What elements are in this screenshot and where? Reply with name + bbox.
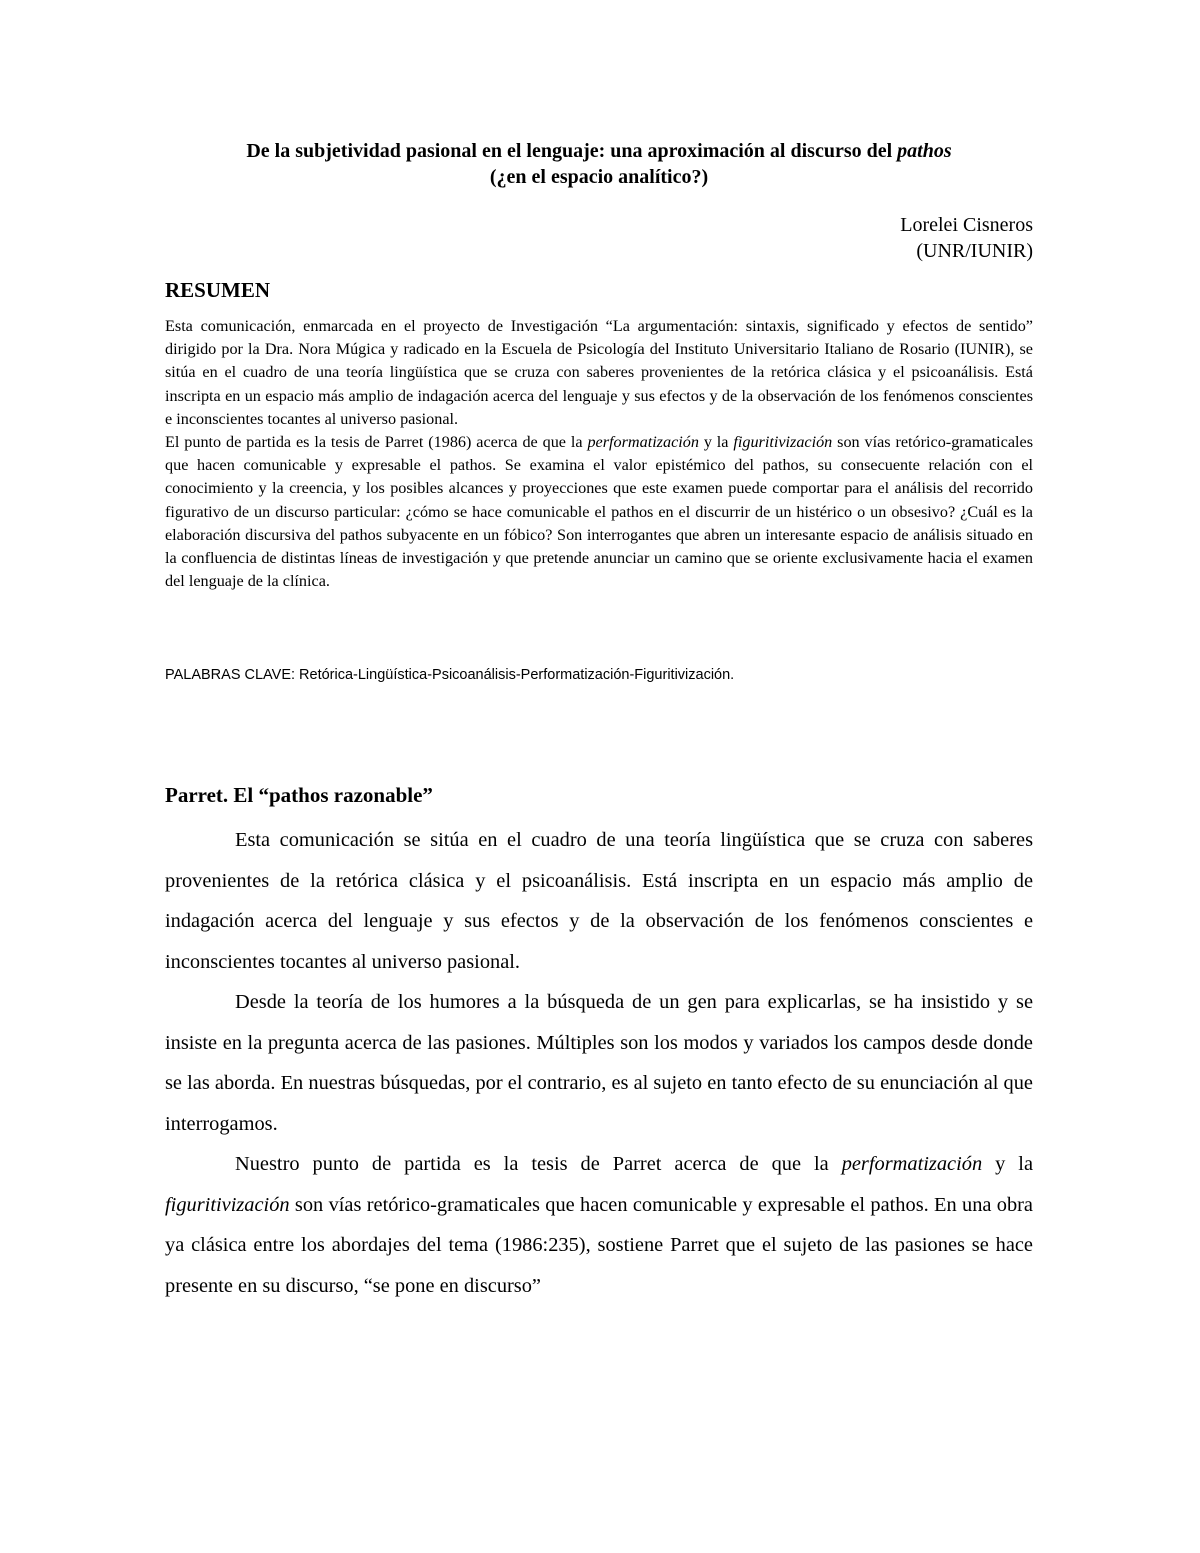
title-italic-word: pathos — [897, 140, 952, 162]
author-affiliation: (UNR/IUNIR) — [916, 240, 1033, 262]
section-body — [165, 820, 1033, 1306]
body-paragraph-2: Desde la teoría de los humores a la búsqueda de un gen para explicarlas, se ha insistido y se insiste en la pregunta acerca de las pasiones. Múltiples son los modos y variados los campos desde donde se las aborda. En nuestras búsquedas, por el contrario, es al sujeto en tanto efecto de su enunciación al que interrogamos. — [165, 991, 1033, 1135]
italic-term: figuritivización — [165, 1193, 290, 1216]
italic-term: performatización — [841, 1153, 983, 1175]
italic-term: figuritivización — [733, 433, 833, 452]
italic-term: performatización — [587, 433, 699, 452]
author-block — [165, 212, 1033, 264]
body-paragraph-3: Nuestro punto de partida es la tesis de Parret acerca de que la performatización y la figuritivización son vías retórico-gramaticales que hacen comunicable y expresable el pathos. En una obra ya clásica entre los abordajes del tema (1986:235), sostiene Parret que el sujeto de las pasiones se hace presente en su discurso, “se pone en discurso” — [165, 1153, 1033, 1297]
keywords: PALABRAS CLAVE: Retórica-Lingüística-Psicoanálisis-Performatización-Figuritivización. — [165, 667, 735, 683]
author-name: Lorelei Cisneros — [900, 214, 1033, 236]
body-paragraph-1: Esta comunicación se sitúa en el cuadro de una teoría lingüística que se cruza con saberes provenientes de la retórica clásica y el psicoanálisis. Está inscripta en un espacio más amplio de indagación acerca del lenguaje y sus efectos y de la observación de los fenómenos conscientes e inconscientes tocantes al universo pasional. — [165, 829, 1033, 973]
document-page — [165, 138, 1033, 1297]
abstract-heading: RESUMEN — [165, 278, 271, 302]
section-heading: Parret. El “pathos razonable” — [165, 783, 433, 807]
abstract-body — [165, 315, 1033, 593]
document-title — [165, 138, 1033, 190]
abstract-paragraph-2: El punto de partida es la tesis de Parret (1986) acerca de que la performatización y la figuritivización son vías retórico-gramaticales que hacen comunicable y expresable el pathos. Se examina el valor epistémico del pathos, su consecuente relación con el conocimiento y la creencia, y los posibles alcances y proyecciones que este examen puede comportar para el análisis del recorrido figurativo de un discurso particular: ¿cómo se hace comunicable el pathos en el discurrir de un histérico o un obsesivo? ¿Cuál es la elaboración discursiva del pathos subyacente en un fóbico? Son interrogantes que abren un interesante espacio de análisis situado en la confluencia de distintas líneas de investigación y que pretende anunciar un camino que se oriente exclusivamente hacia el examen del lenguaje de la clínica. — [165, 433, 1033, 591]
title-line-2: (¿en el espacio analítico?) — [489, 166, 709, 188]
abstract-paragraph-1: Esta comunicación, enmarcada en el proyecto de Investigación “La argumentación: sintaxis, significado y efectos de sentido” dirigido por la Dra. Nora Múgica y radicado en la Escuela de Psicología del Instituto Universitario Italiano de Rosario (IUNIR), se sitúa en el cuadro de una teoría lingüística que se cruza con saberes provenientes de la retórica clásica y el psicoanálisis. Está inscripta en un espacio más amplio de indagación acerca del lenguaje y sus efectos y de la observación de los fenómenos conscientes e inconscientes tocantes al universo pasional. — [165, 317, 1033, 428]
title-line-1: De la subjetividad pasional en el lenguaje: una aproximación al discurso del pathos — [246, 140, 952, 162]
